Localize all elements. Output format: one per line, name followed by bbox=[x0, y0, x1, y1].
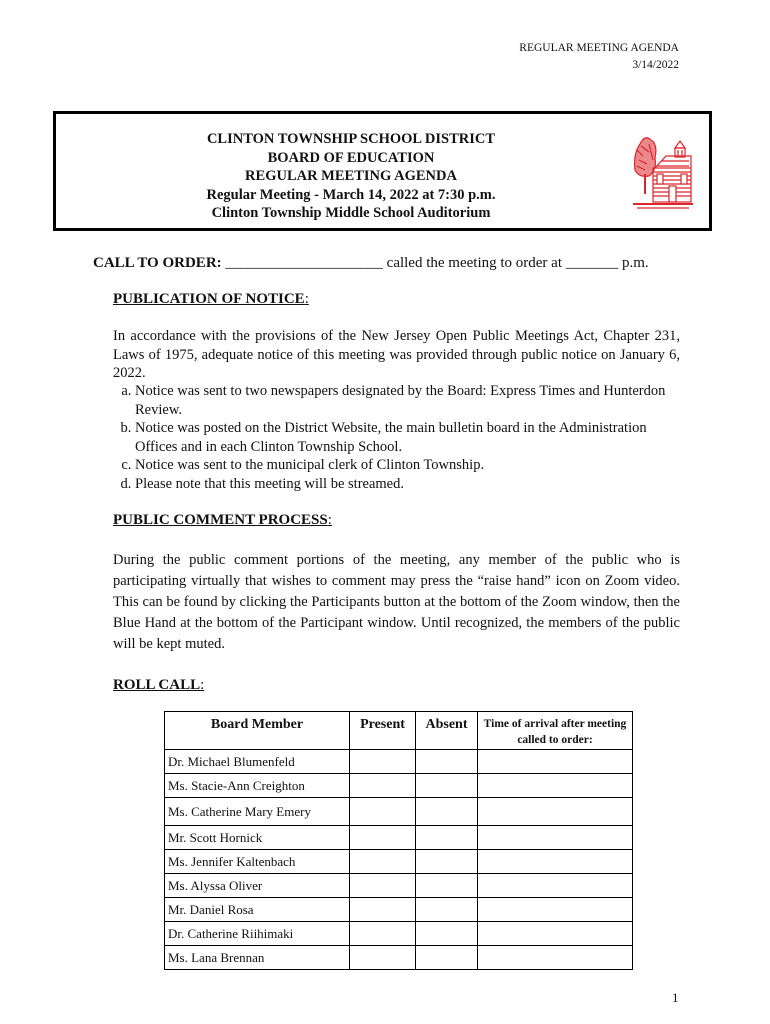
page-number: 1 bbox=[672, 990, 679, 1005]
roll-call-heading-colon: : bbox=[200, 677, 205, 693]
call-to-order bbox=[93, 255, 649, 272]
publication-intro: In accordance with the provisions of the New Jersey Open Public Meetings Act, Chapter 231, Laws of 1975, adequate notice of this meeting was provided through public notice on January 6, 2022. bbox=[113, 328, 680, 381]
notice-item-a: a. Notice was sent to two newspapers designated by the Board: Express Times and Hunterdon Review. bbox=[135, 382, 680, 419]
member-name: Mr. Scott Hornick bbox=[165, 826, 350, 850]
table-row bbox=[165, 774, 633, 798]
public-comment-heading-text: PUBLIC COMMENT PROCESS bbox=[113, 512, 328, 528]
table-row bbox=[165, 922, 633, 946]
roll-call-heading bbox=[113, 677, 204, 694]
absent-cell bbox=[416, 750, 478, 774]
public-comment-heading bbox=[113, 512, 332, 529]
member-name: Ms. Jennifer Kaltenbach bbox=[165, 850, 350, 874]
agenda-title: REGULAR MEETING AGENDA bbox=[245, 168, 457, 184]
publication-heading bbox=[113, 291, 309, 308]
public-comment-heading-colon: : bbox=[327, 512, 332, 528]
column-header-absent: Absent bbox=[416, 712, 478, 750]
call-to-order-label: CALL TO ORDER: bbox=[93, 255, 222, 271]
absent-cell bbox=[416, 774, 478, 798]
title-block bbox=[176, 130, 526, 223]
arrival-cell bbox=[478, 750, 633, 774]
public-comment-text: During the public comment portions of the meeting, any member of the public who is participating virtually that wishes to comment may press the “raise hand” icon on Zoom video. This can be found by clicking the Participants button at the bottom of the Zoom window, then the Blue Hand at the bottom of the Participant window. Until recognized, the members of the public will be kept muted. bbox=[113, 552, 680, 652]
notice-item-d: d. Please note that this meeting will be streamed. bbox=[135, 475, 680, 494]
absent-cell bbox=[416, 798, 478, 826]
member-name: Ms. Stacie-Ann Creighton bbox=[165, 774, 350, 798]
absent-cell bbox=[416, 874, 478, 898]
present-cell bbox=[350, 750, 416, 774]
absent-cell bbox=[416, 922, 478, 946]
member-name: Ms. Lana Brennan bbox=[165, 946, 350, 970]
meeting-location: Clinton Township Middle School Auditorium bbox=[211, 205, 491, 221]
column-header-board-member: Board Member bbox=[165, 712, 350, 750]
header-doc-label: REGULAR MEETING AGENDA bbox=[519, 42, 679, 54]
call-to-order-text: _____________________ called the meeting to order at _______ p.m. bbox=[225, 255, 649, 271]
meeting-datetime: Regular Meeting - March 14, 2022 at 7:30 p.m. bbox=[206, 186, 496, 203]
table-row bbox=[165, 826, 633, 850]
publication-heading-text: PUBLICATION OF NOTICE bbox=[113, 291, 305, 307]
district-name: CLINTON TOWNSHIP SCHOOL DISTRICT bbox=[206, 131, 496, 147]
table-row bbox=[165, 850, 633, 874]
present-cell bbox=[350, 922, 416, 946]
present-cell bbox=[350, 874, 416, 898]
arrival-cell bbox=[478, 798, 633, 826]
column-header-present: Present bbox=[350, 712, 416, 750]
notice-list bbox=[113, 382, 680, 493]
absent-cell bbox=[416, 898, 478, 922]
publication-heading-colon: : bbox=[304, 291, 309, 307]
member-name: Mr. Daniel Rosa bbox=[165, 898, 350, 922]
notice-item-c: c. Notice was sent to the municipal clerk of Clinton Township. bbox=[135, 456, 680, 475]
board-name: BOARD OF EDUCATION bbox=[267, 149, 435, 166]
arrival-cell bbox=[478, 898, 633, 922]
present-cell bbox=[350, 798, 416, 826]
roll-call-table bbox=[164, 711, 633, 970]
arrival-cell bbox=[478, 850, 633, 874]
member-name: Ms. Catherine Mary Emery bbox=[165, 798, 350, 826]
arrival-cell bbox=[478, 874, 633, 898]
table-row bbox=[165, 898, 633, 922]
table-row bbox=[165, 798, 633, 826]
member-name: Dr. Catherine Riihimaki bbox=[165, 922, 350, 946]
present-cell bbox=[350, 946, 416, 970]
present-cell bbox=[350, 826, 416, 850]
schoolhouse-logo-icon bbox=[631, 130, 693, 214]
roll-call-header-row bbox=[165, 712, 633, 750]
arrival-cell bbox=[478, 826, 633, 850]
column-header-time-of-arrival: Time of arrival after meeting called to order: bbox=[478, 712, 633, 750]
arrival-cell bbox=[478, 774, 633, 798]
present-cell bbox=[350, 774, 416, 798]
arrival-cell bbox=[478, 946, 633, 970]
header-date: 3/14/2022 bbox=[632, 59, 679, 71]
table-row bbox=[165, 946, 633, 970]
notice-item-b: b. Notice was posted on the District Website, the main bulletin board in the Administration Offices and in each Clinton Township School. bbox=[135, 419, 680, 456]
table-row bbox=[165, 750, 633, 774]
present-cell bbox=[350, 898, 416, 922]
member-name: Dr. Michael Blumenfeld bbox=[165, 750, 350, 774]
absent-cell bbox=[416, 826, 478, 850]
absent-cell bbox=[416, 946, 478, 970]
arrival-cell bbox=[478, 922, 633, 946]
present-cell bbox=[350, 850, 416, 874]
absent-cell bbox=[416, 850, 478, 874]
title-box bbox=[53, 111, 712, 231]
member-name: Ms. Alyssa Oliver bbox=[165, 874, 350, 898]
table-row bbox=[165, 874, 633, 898]
roll-call-heading-text: ROLL CALL bbox=[113, 677, 201, 693]
